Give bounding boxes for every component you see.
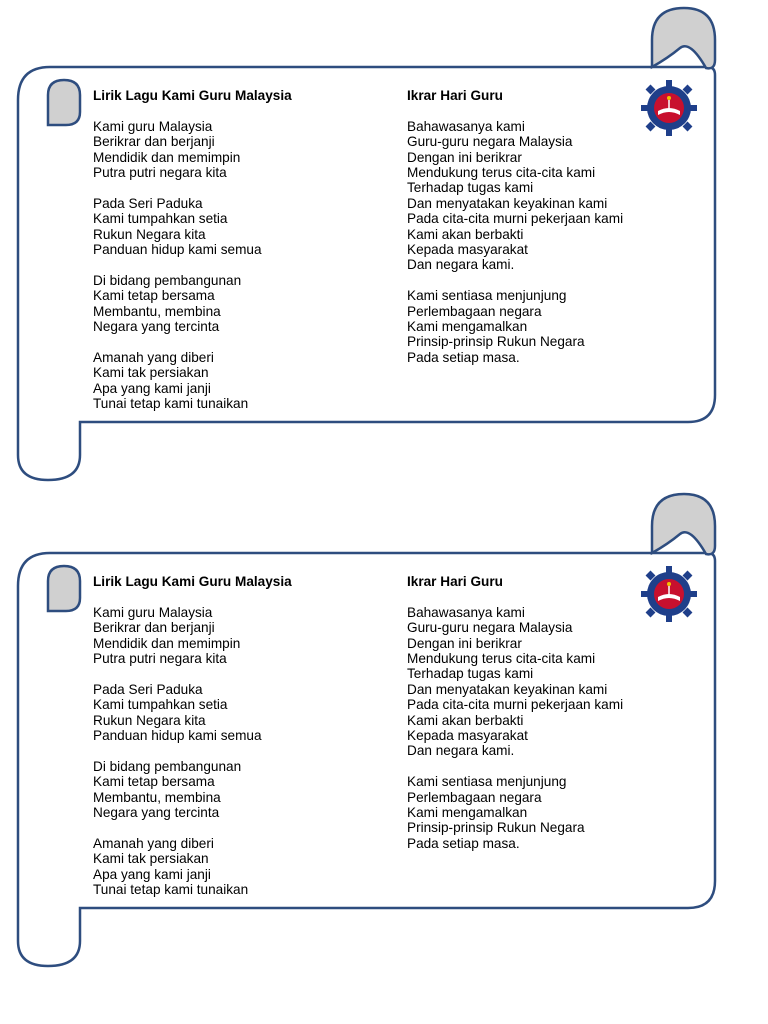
song-lyrics (93, 88, 292, 411)
text-line: Kami mengamalkan (407, 805, 528, 821)
text-line: Panduan hidup kami semua (93, 728, 262, 744)
text-line: Putra putri negara kita (93, 651, 227, 667)
text-line: Mendukung terus cita-cita kami (407, 651, 596, 667)
stanza (93, 350, 292, 412)
scroll-curl-left (48, 566, 80, 611)
text-line: Membantu, membina (93, 789, 221, 805)
text-line: Perlembagaan negara (407, 789, 542, 805)
text-line: Amanah yang diberi (93, 835, 214, 851)
text-line: Kami guru Malaysia (93, 604, 213, 620)
stanza (93, 682, 292, 744)
text-line: Mendukung terus cita-cita kami (407, 165, 596, 181)
stanza (93, 605, 292, 667)
stanza (407, 119, 623, 273)
text-line: Kami tetap bersama (93, 288, 215, 304)
text-line: Tunai tetap kami tunaikan (93, 396, 249, 412)
text-line: Kami tak persiakan (93, 851, 209, 867)
text-line: Pada Seri Paduka (93, 681, 203, 697)
text-line: Kepada masyarakat (407, 242, 528, 258)
text-line: Negara yang tercinta (93, 805, 220, 821)
pledge-title: Ikrar Hari Guru (407, 88, 503, 103)
stanza (93, 119, 292, 181)
text-line: Dengan ini berikrar (407, 635, 522, 651)
text-line: Berikrar dan berjanji (93, 134, 215, 150)
text-line: Terhadap tugas kami (407, 180, 534, 196)
song-stanzas (93, 605, 292, 898)
text-line: Dan menyatakan keyakinan kami (407, 195, 608, 211)
text-line: Prinsip-prinsip Rukun Negara (407, 820, 585, 836)
text-line: Tunai tetap kami tunaikan (93, 882, 249, 898)
text-line: Guru-guru negara Malaysia (407, 620, 573, 636)
pledge-stanzas (407, 605, 623, 851)
pledge-title: Ikrar Hari Guru (407, 574, 503, 589)
text-line: Prinsip-prinsip Rukun Negara (407, 334, 585, 350)
text-line: Kami sentiasa menjunjung (407, 774, 567, 790)
text-line: Di bidang pembangunan (93, 758, 242, 774)
text-line: Apa yang kami janji (93, 866, 211, 882)
text-line: Dan negara kami. (407, 257, 515, 273)
text-line: Bahawasanya kami (407, 118, 525, 134)
text-line: Kami guru Malaysia (93, 118, 213, 134)
text-line: Pada setiap masa. (407, 349, 520, 365)
text-line: Rukun Negara kita (93, 712, 206, 728)
scroll-curl-left (48, 80, 80, 125)
text-line: Putra putri negara kita (93, 165, 227, 181)
text-line: Di bidang pembangunan (93, 272, 242, 288)
text-line: Pada cita-cita murni pekerjaan kami (407, 697, 624, 713)
pledge-text (407, 574, 623, 851)
text-line: Terhadap tugas kami (407, 666, 534, 682)
pledge-text (407, 88, 623, 365)
song-title: Lirik Lagu Kami Guru Malaysia (93, 574, 292, 589)
text-line: Amanah yang diberi (93, 349, 214, 365)
text-line: Pada cita-cita murni pekerjaan kami (407, 211, 624, 227)
text-line: Kami tetap bersama (93, 774, 215, 790)
stanza (407, 605, 623, 759)
text-line: Kami tumpahkan setia (93, 697, 228, 713)
stanza (93, 196, 292, 258)
text-line: Pada setiap masa. (407, 835, 520, 851)
stanza (93, 836, 292, 898)
text-line: Dan menyatakan keyakinan kami (407, 681, 608, 697)
text-line: Kami akan berbakti (407, 712, 524, 728)
text-line: Kami mengamalkan (407, 319, 528, 335)
scroll-curl-right (652, 8, 715, 68)
text-line: Bahawasanya kami (407, 604, 525, 620)
text-line: Membantu, membina (93, 303, 221, 319)
text-line: Berikrar dan berjanji (93, 620, 215, 636)
stanza (93, 273, 292, 335)
scroll-panel (0, 0, 768, 490)
text-line: Panduan hidup kami semua (93, 242, 262, 258)
text-line: Perlembagaan negara (407, 303, 542, 319)
scroll-panel (0, 486, 768, 976)
text-line: Pada Seri Paduka (93, 195, 203, 211)
stanza (407, 288, 623, 365)
school-crest-icon (639, 564, 699, 624)
text-line: Dan negara kami. (407, 743, 515, 759)
school-crest-icon (639, 78, 699, 138)
stanza (407, 774, 623, 851)
text-line: Kami akan berbakti (407, 226, 524, 242)
stanza (93, 759, 292, 821)
text-line: Negara yang tercinta (93, 319, 220, 335)
text-line: Kami tumpahkan setia (93, 211, 228, 227)
pledge-stanzas (407, 119, 623, 365)
text-line: Mendidik dan memimpin (93, 635, 241, 651)
text-line: Apa yang kami janji (93, 380, 211, 396)
song-stanzas (93, 119, 292, 412)
text-line: Kami tak persiakan (93, 365, 209, 381)
text-line: Guru-guru negara Malaysia (407, 134, 573, 150)
scroll-curl-right (652, 494, 715, 554)
text-line: Kami sentiasa menjunjung (407, 288, 567, 304)
text-line: Dengan ini berikrar (407, 149, 522, 165)
text-line: Rukun Negara kita (93, 226, 206, 242)
text-line: Mendidik dan memimpin (93, 149, 241, 165)
song-title: Lirik Lagu Kami Guru Malaysia (93, 88, 292, 103)
text-line: Kepada masyarakat (407, 728, 528, 744)
song-lyrics (93, 574, 292, 897)
